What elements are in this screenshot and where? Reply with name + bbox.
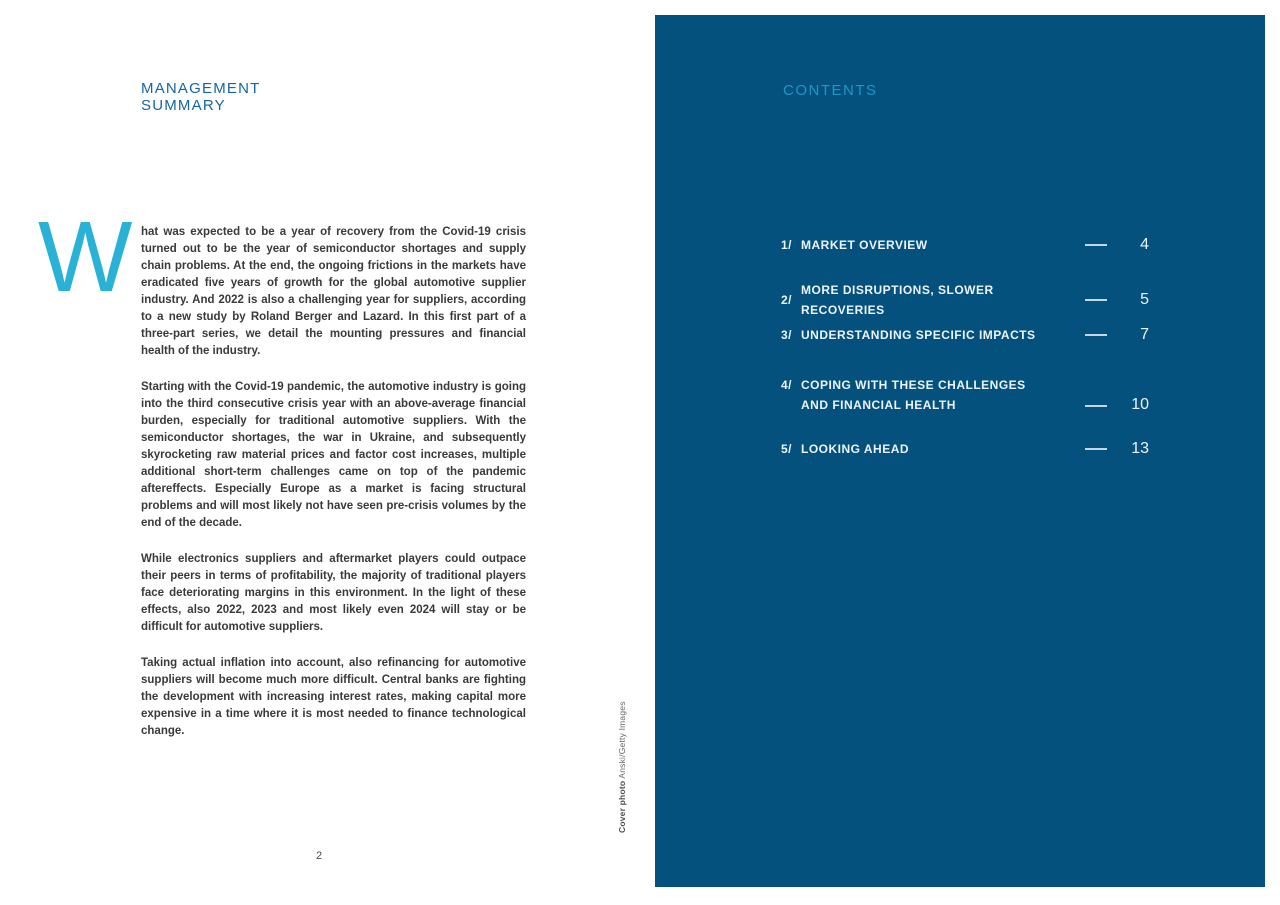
summary-paragraph-3: While electronics suppliers and aftermarket players could outpace their peers in terms of profitability, the majority of traditional players face deteriorating margins in this environment. In the light of these effects, also 2022, 2023 and most likely even 2024 will stay or be difficult for automotive suppliers. [141,553,526,633]
toc-entry-label: MARKET OVERVIEW [801,238,928,252]
summary-text [141,224,526,759]
toc-entry-page: 4 [1140,236,1149,253]
page-number: 2 [315,850,323,862]
photo-credit-label: Cover photo [617,780,627,833]
toc-entry-page: 7 [1140,326,1149,343]
page-title [141,80,261,114]
toc-entry-coping-challenges[interactable] [781,375,1149,415]
toc-entry-page: 13 [1131,440,1149,457]
toc-dash [1085,448,1107,450]
drop-cap-w: W [38,201,133,313]
toc-entry-label: MORE DISRUPTIONS, SLOWER RECOVERIES [801,283,994,317]
summary-paragraph-2: Starting with the Covid-19 pandemic, the automotive industry is going into the third consecutive crisis year with an above-average financial burden, especially for traditional automotive suppliers. With the semiconductor shortages, the war in Ukraine, and subsequently skyrocketing raw material prices and factor cost increases, multiple additional short-term challenges came on top of the pandemic aftereffects. Especially Europe as a market is facing structural problems and will most likely not have seen pre-crisis volumes by the end of the decade. [141,381,526,529]
table-of-contents [655,15,1265,887]
toc-entry-number: 4/ [781,378,793,392]
toc-entry-number: 1/ [781,238,793,252]
toc-entry-label: LOOKING AHEAD [801,442,910,456]
summary-paragraph-1: hat was expected to be a year of recovery from the Covid-19 crisis turned out to be the year of semiconductor shortages and supply chain problems. At the end, the ongoing frictions in the markets have eradicated five years of growth for the global automotive supplier industry. And 2022 is also a challenging year for suppliers, according to a new study by Roland Berger and Lazard. In this first part of a three-part series, we detail the mounting pressures and financial health of the industry. [141,226,526,357]
toc-dash [1085,334,1107,336]
contents-page [655,15,1265,887]
toc-entry-label [801,375,1075,415]
photo-credit [617,701,628,833]
toc-entry-label: UNDERSTANDING SPECIFIC IMPACTS [801,328,1036,342]
toc-entry-label-line-1: COPING WITH THESE CHALLENGES [801,378,1026,392]
heading-line-2: SUMMARY [141,97,226,114]
toc-entry-market-overview[interactable] [781,235,1149,255]
toc-dash [1085,299,1107,301]
toc-entry-label-line-2: AND FINANCIAL HEALTH [801,398,956,412]
contents-title: CONTENTS [783,82,878,99]
summary-paragraph-4: Taking actual inflation into account, also refinancing for automotive suppliers will become much more difficult. Central banks are fighting the development with increasing interest rates, making capital more expensive in a time where it is most needed to finance technological change. [141,657,526,737]
heading-line-1: MANAGEMENT [141,80,261,97]
toc-entry-specific-impacts[interactable] [781,325,1149,345]
toc-entry-more-disruptions[interactable] [781,280,1149,320]
toc-entry-page: 10 [1131,396,1149,413]
toc-dash [1085,244,1107,246]
toc-entry-number: 2/ [781,293,793,307]
toc-entry-page: 5 [1140,291,1149,308]
toc-entry-number: 5/ [781,442,793,456]
toc-dash [1085,405,1107,407]
photo-credit-value: Anski/Getty Images [617,701,627,779]
toc-entry-looking-ahead[interactable] [781,439,1149,459]
toc-entry-number: 3/ [781,328,793,342]
